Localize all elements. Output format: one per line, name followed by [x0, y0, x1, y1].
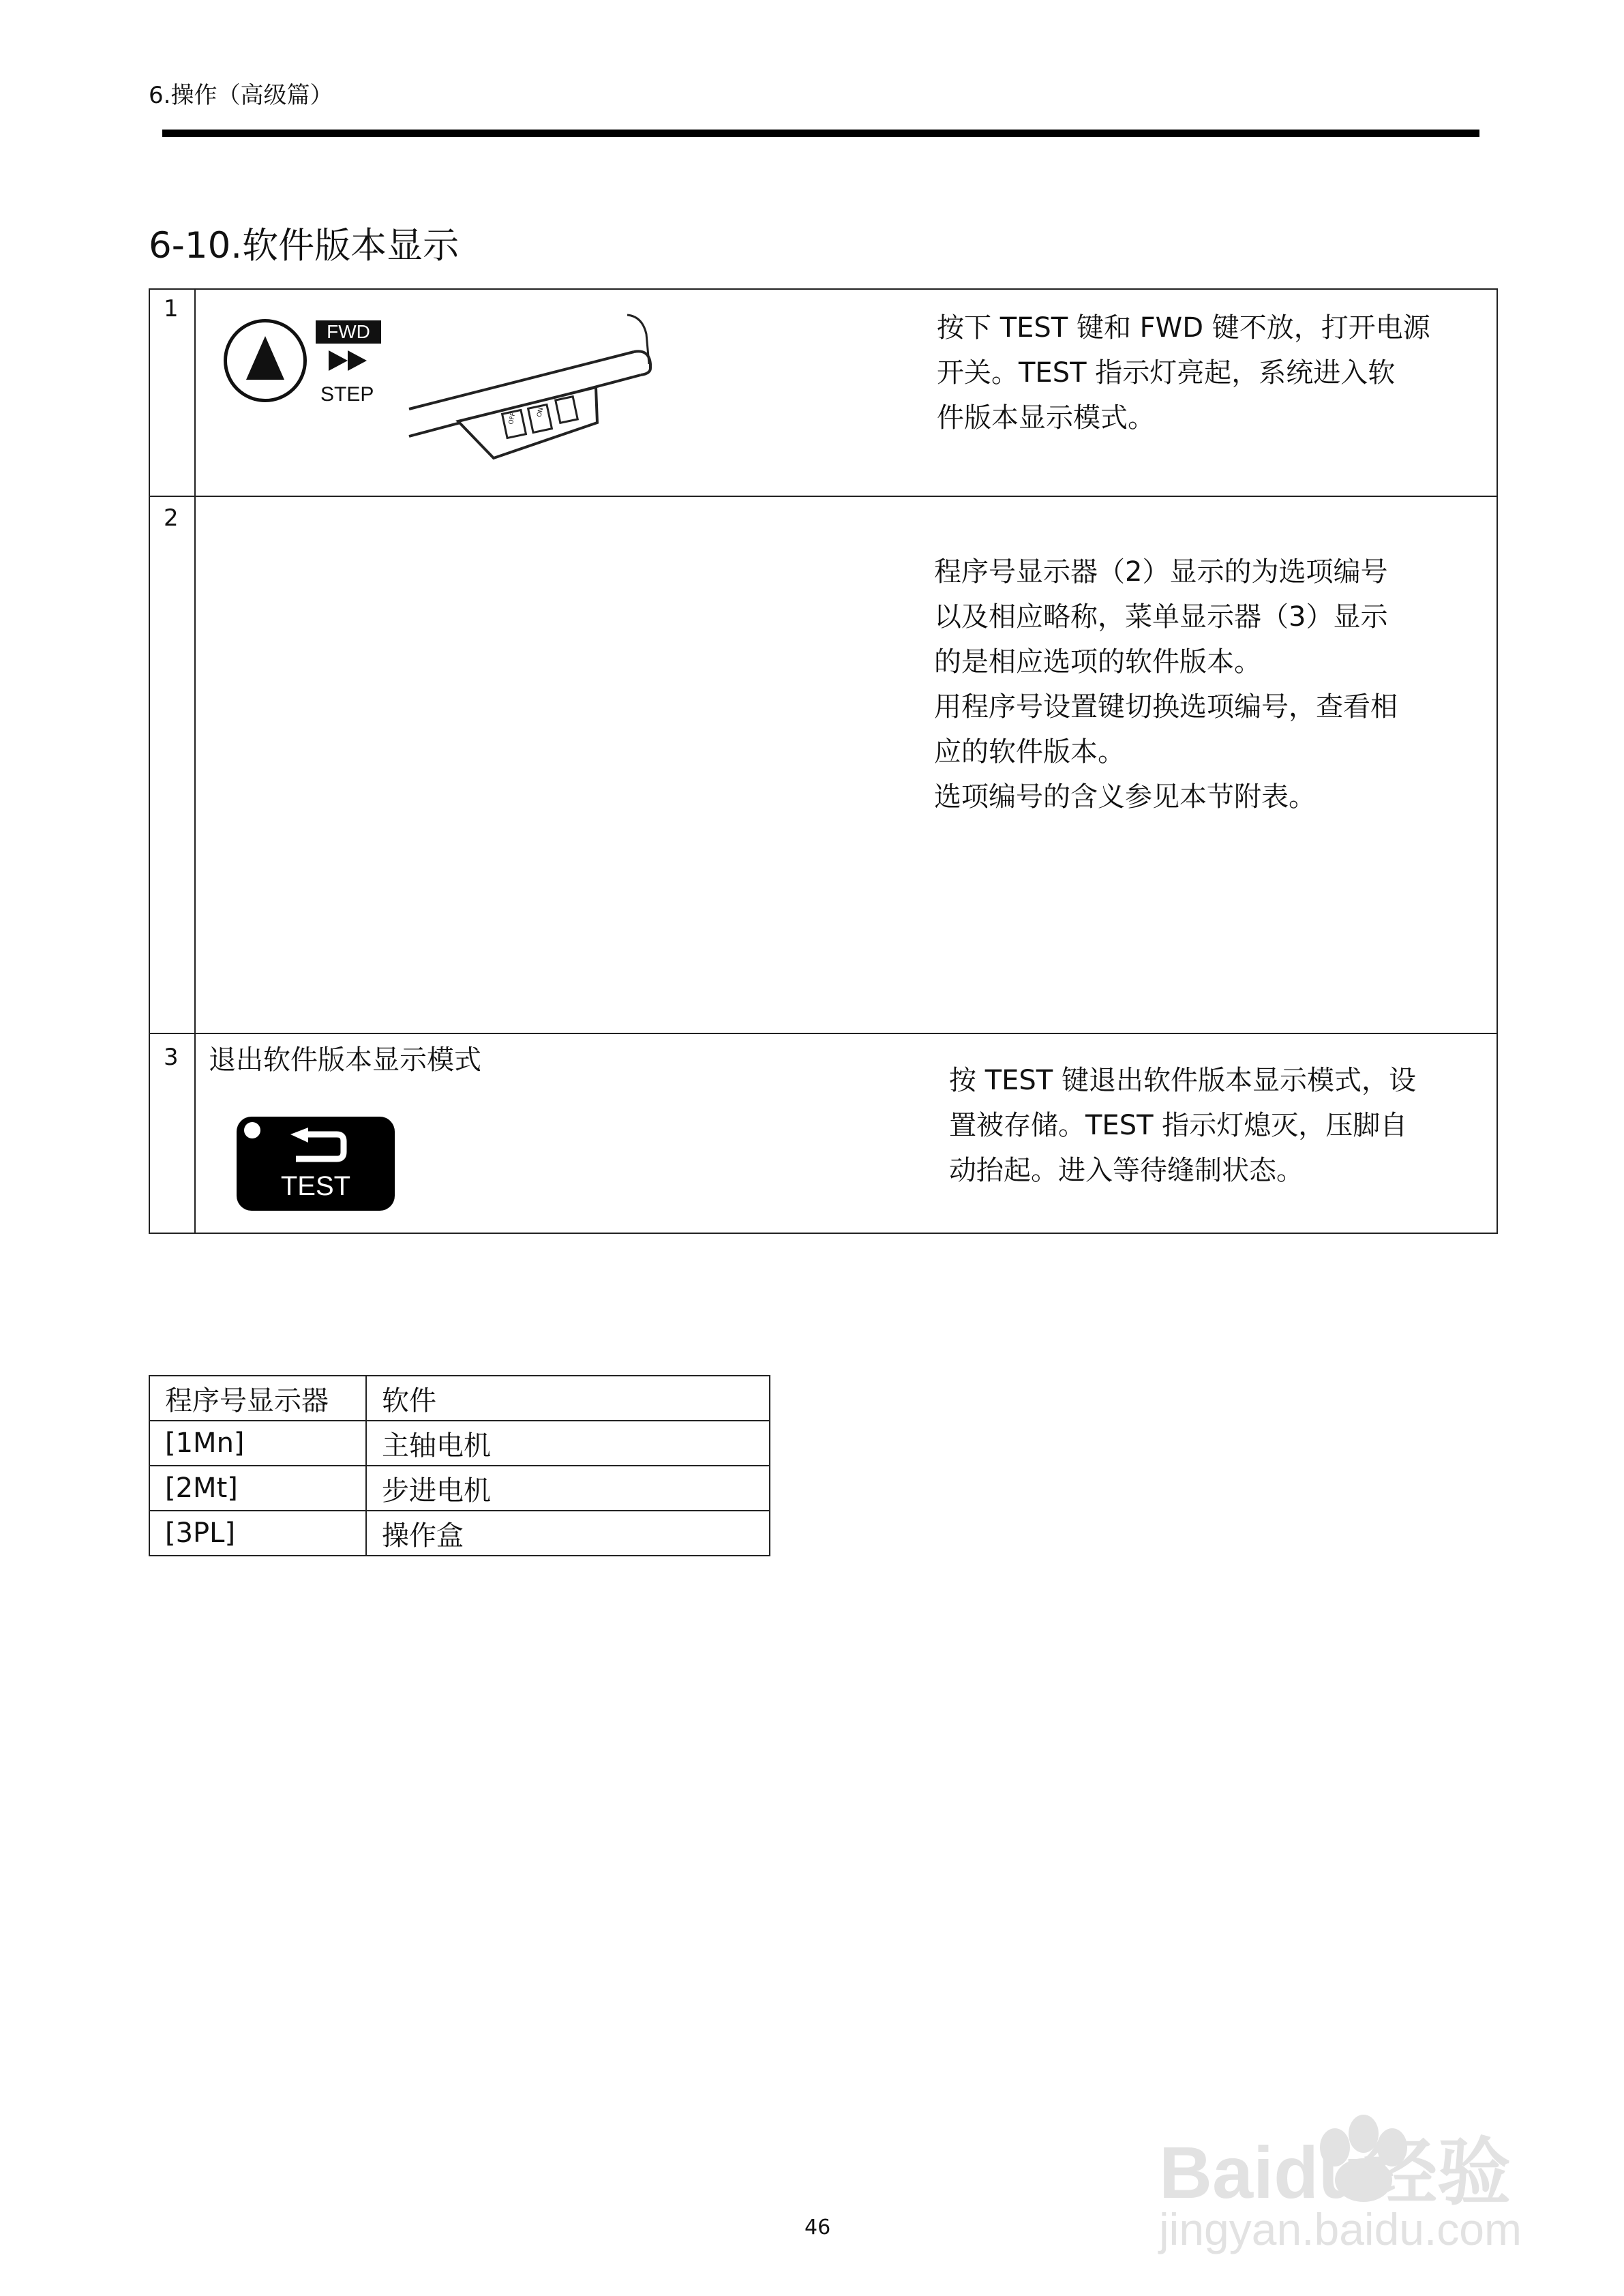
table-cell: 操作盒: [366, 1511, 770, 1556]
step-3-line: 置被存储。TEST 指示灯熄灭，压脚自: [949, 1110, 1408, 1141]
step-2-line: 以及相应略称，菜单显示器（3）显示: [934, 601, 1388, 633]
step-1-description: [937, 305, 1455, 440]
step-1-line: 件版本显示模式。: [937, 402, 1155, 434]
watermark-brand: Baidu经验: [1159, 2131, 1512, 2214]
up-triangle-icon: [227, 322, 303, 399]
step-1-line: 开关。TEST 指示灯亮起，系统进入软: [937, 357, 1396, 389]
step-2-line: 的是相应选项的软件版本。: [934, 646, 1261, 678]
row-divider-1: [149, 496, 1498, 497]
watermark-url: jingyan.baidu.com: [1159, 2204, 1522, 2254]
table-cell: 主轴电机: [366, 1421, 770, 1466]
step-3-description: [949, 1058, 1467, 1193]
table-row: [149, 1421, 770, 1466]
step-2-line: 程序号显示器（2）显示的为选项编号: [934, 556, 1388, 588]
step-2-description: [934, 549, 1452, 819]
fast-forward-icon: [327, 349, 371, 375]
off-switch-label: OFF: [508, 412, 517, 425]
table-header-row: [149, 1376, 770, 1421]
test-indicator-led: [244, 1122, 260, 1138]
step-1-line: 按下 TEST 键和 FWD 键不放，打开电源: [937, 312, 1430, 344]
table-header-cell: 软件: [366, 1376, 770, 1421]
power-switch-drawing: [402, 307, 661, 473]
software-reference-table: [149, 1375, 770, 1556]
table-cell: [3PL]: [149, 1511, 366, 1556]
step-2-line: 选项编号的含义参见本节附表。: [934, 781, 1316, 813]
step-2-line: 应的软件版本。: [934, 736, 1125, 768]
step-number-2: 2: [164, 504, 179, 532]
page-number: 46: [805, 2216, 831, 2239]
on-switch-label: ON: [536, 407, 545, 418]
test-key-label: TEST: [280, 1171, 351, 1201]
steps-column-divider: [194, 288, 196, 1234]
section-title: 6-10.软件版本显示: [149, 225, 460, 267]
step-label: STEP: [320, 383, 374, 406]
step-3-heading: 退出软件版本显示模式: [209, 1044, 481, 1076]
table-row: [149, 1466, 770, 1511]
fwd-key-circle: [224, 319, 307, 402]
step-2-line: 用程序号设置键切换选项编号，查看相: [934, 691, 1398, 723]
table-cell: [1Mn]: [149, 1421, 366, 1466]
running-header: 6.操作（高级篇）: [149, 82, 333, 109]
row-divider-2: [149, 1033, 1498, 1034]
return-arrow-icon: [285, 1128, 350, 1168]
step-number-1: 1: [164, 295, 179, 322]
step-number-3: 3: [164, 1044, 179, 1071]
table-cell: [2Mt]: [149, 1466, 366, 1511]
header-rule: [162, 130, 1479, 137]
table-cell: 步进电机: [366, 1466, 770, 1511]
step-3-line: 按 TEST 键退出软件版本显示模式，设: [949, 1065, 1416, 1096]
step-3-line: 动抬起。进入等待缝制状态。: [949, 1155, 1304, 1186]
table-header-cell: 程序号显示器: [149, 1376, 366, 1421]
table-row: [149, 1511, 770, 1556]
fwd-label: FWD: [316, 320, 381, 344]
